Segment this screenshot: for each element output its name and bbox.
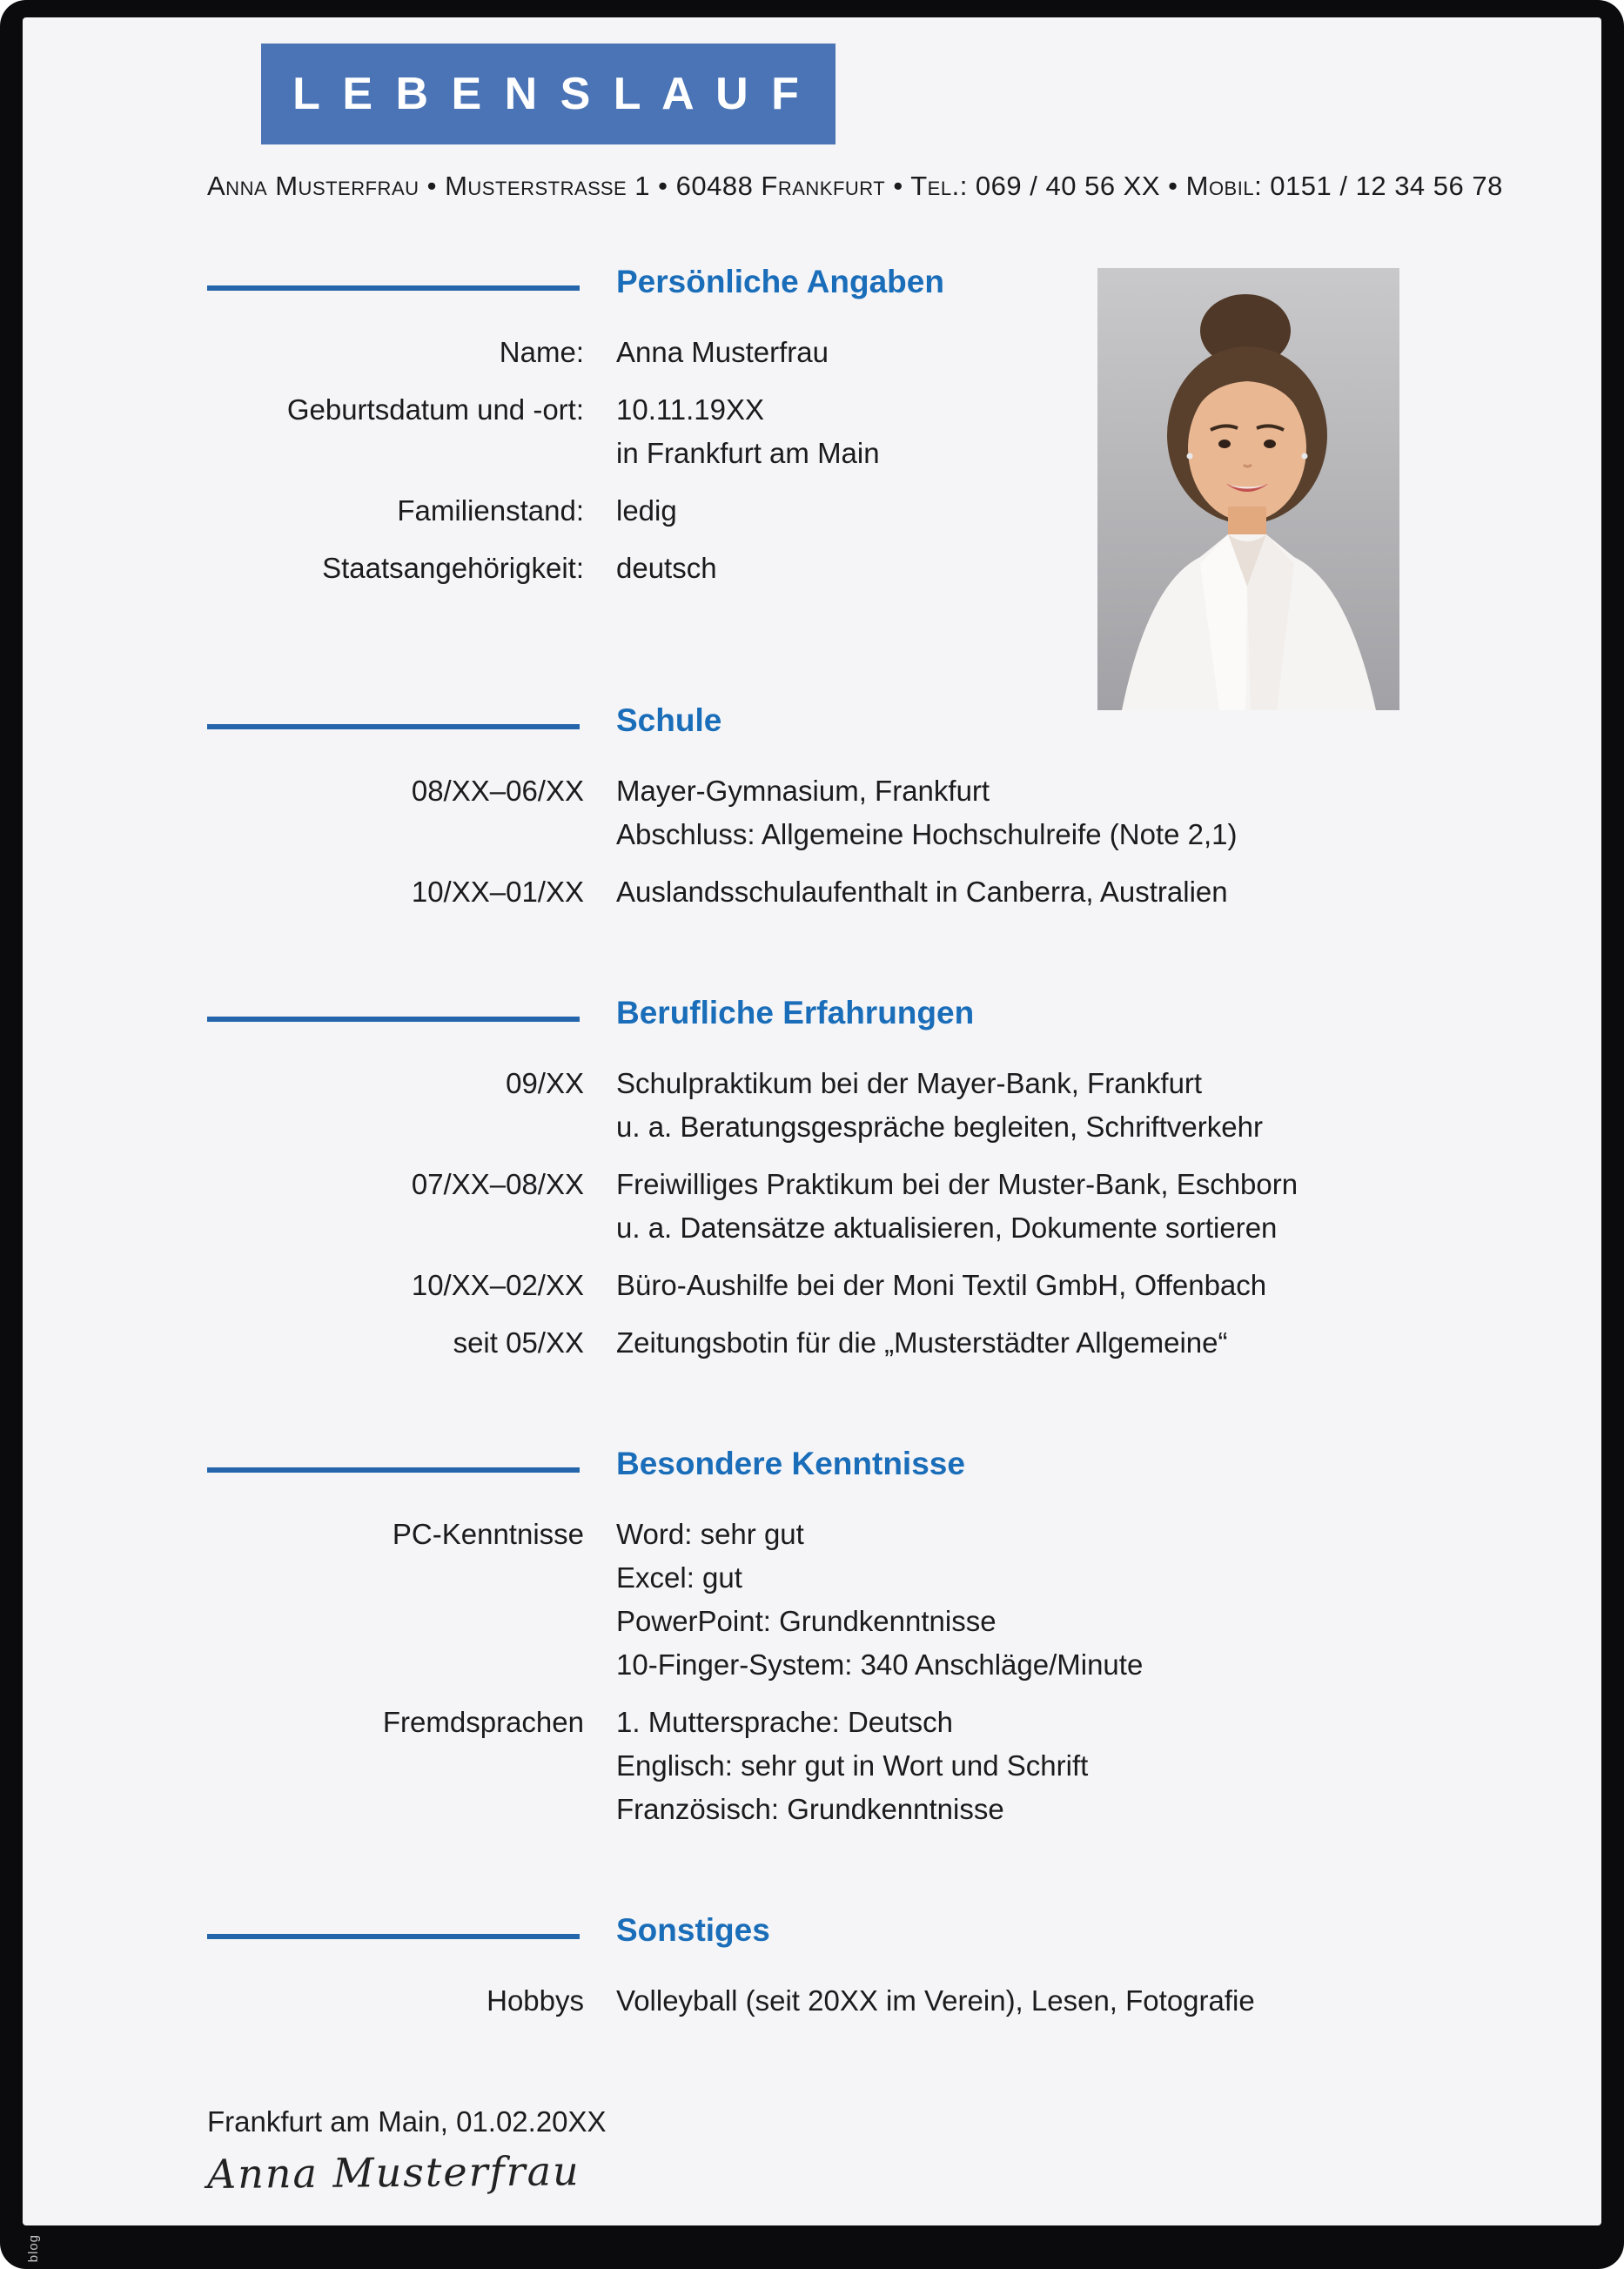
row-value [616, 331, 1567, 374]
section-title: Sonstiges [616, 1912, 770, 1948]
value-line: Zeitungsbotin für die „Musterstädter Allgemeine“ [616, 1326, 1228, 1359]
row-label: Name: [499, 336, 584, 368]
section-rule [207, 285, 580, 291]
row-label: 09/XX [506, 1067, 584, 1099]
section-header [207, 1445, 1567, 1483]
value-line: in Frankfurt am Main [616, 437, 880, 469]
section-rule [207, 1934, 580, 1939]
section-title: Besondere Kenntnisse [616, 1446, 965, 1481]
value-line: Abschluss: Allgemeine Hochschulreife (Note 2,1) [616, 818, 1238, 850]
value-line: Volleyball (seit 20XX im Verein), Lesen, Fotografie [616, 1984, 1255, 2017]
row-value [616, 1321, 1567, 1365]
cv-row [207, 1979, 1567, 2023]
section-header [207, 1911, 1567, 1950]
section-school [207, 702, 1567, 914]
row-label: Staatsangehörigkeit: [322, 552, 584, 584]
value-line: Freiwilliges Praktikum bei der Muster-Bank, Eschborn [616, 1168, 1299, 1200]
row-value [616, 1163, 1567, 1250]
row-value [616, 1062, 1567, 1149]
section-title: Berufliche Erfahrungen [616, 995, 975, 1030]
row-label: Familienstand: [397, 494, 584, 527]
row-value [616, 489, 1567, 533]
value-line: Büro-Aushilfe bei der Moni Textil GmbH, Offenbach [616, 1269, 1267, 1301]
cv-row [207, 769, 1567, 856]
row-label: PC-Kenntnisse [392, 1518, 584, 1550]
cv-row [207, 1163, 1567, 1250]
signature: Anna Musterfrau [206, 2147, 580, 2198]
value-line: u. a. Datensätze aktualisieren, Dokumente sortieren [616, 1212, 1278, 1244]
value-line: Englisch: sehr gut in Wort und Schrift [616, 1749, 1089, 1782]
cv-row [207, 1701, 1567, 1831]
row-value [616, 769, 1567, 856]
value-line: Anna Musterfrau [616, 336, 829, 368]
row-label: Geburtsdatum und -ort: [286, 393, 584, 426]
cv-row [207, 1264, 1567, 1307]
row-label: seit 05/XX [453, 1326, 584, 1359]
portrait-photo [1097, 268, 1399, 710]
section-experience [207, 994, 1567, 1365]
watermark-text: blog [26, 2233, 41, 2262]
value-line: Französisch: Grundkenntnisse [616, 1793, 1004, 1825]
value-line: ledig [616, 494, 677, 527]
document-title: L E B E N S L A U F [292, 69, 804, 119]
row-label: 07/XX–08/XX [411, 1168, 584, 1200]
row-label: 08/XX–06/XX [411, 775, 584, 807]
section-rule [207, 1467, 580, 1473]
row-label: Hobbys [487, 1984, 584, 2017]
section-header [207, 994, 1567, 1032]
section-other [207, 1911, 1567, 2023]
row-label: Fremdsprachen [382, 1706, 584, 1738]
value-line: Auslandsschulaufenthalt in Canberra, Australien [616, 876, 1228, 908]
row-value [616, 1513, 1567, 1687]
row-label: 10/XX–01/XX [411, 876, 584, 908]
cv-row [207, 1513, 1567, 1687]
value-line: PowerPoint: Grundkenntnisse [616, 1605, 997, 1637]
value-line: 1. Muttersprache: Deutsch [616, 1706, 954, 1738]
cv-page [23, 17, 1601, 2225]
value-line: deutsch [616, 552, 717, 584]
cv-row [207, 870, 1567, 914]
row-value [616, 1264, 1567, 1307]
value-line: 10-Finger-System: 340 Anschläge/Minute [616, 1648, 1144, 1681]
section-skills [207, 1445, 1567, 1831]
value-line: 10.11.19XX [616, 393, 765, 426]
row-value [616, 1979, 1567, 2023]
section-title: Schule [616, 702, 722, 738]
row-value [616, 1701, 1567, 1831]
value-line: Word: sehr gut [616, 1518, 804, 1550]
row-value [616, 547, 1567, 590]
portrait-photo-graphic [1097, 268, 1399, 710]
cv-row [207, 1062, 1567, 1149]
date-place-line: Frankfurt am Main, 01.02.20XX [207, 2105, 607, 2138]
section-rule [207, 724, 580, 729]
value-line: Schulpraktikum bei der Mayer-Bank, Frankfurt [616, 1067, 1203, 1099]
section-rule [207, 1017, 580, 1022]
title-box [261, 44, 835, 144]
section-title: Persönliche Angaben [616, 264, 944, 299]
value-line: Excel: gut [616, 1561, 742, 1594]
row-value [616, 388, 1567, 475]
value-line: Mayer-Gymnasium, Frankfurt [616, 775, 990, 807]
row-label: 10/XX–02/XX [411, 1269, 584, 1301]
contact-line: Anna Musterfrau • Musterstraße 1 • 60488 Frankfurt • Tel.: 069 / 40 56 XX • Mobil: 0151 / 12 34 56 78 [207, 171, 1503, 201]
value-line: u. a. Beratungsgespräche begleiten, Schriftverkehr [616, 1111, 1263, 1143]
row-value [616, 870, 1567, 914]
cv-row [207, 1321, 1567, 1365]
